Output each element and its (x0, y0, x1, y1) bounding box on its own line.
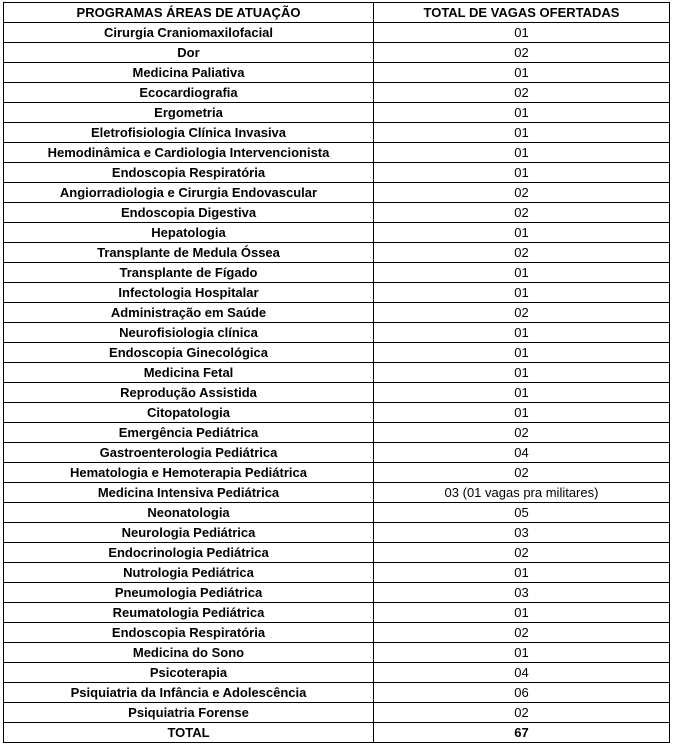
vagas-cell: 02 (374, 83, 670, 103)
table-row (4, 163, 670, 183)
vagas-cell: 01 (374, 323, 670, 343)
area-cell: Reprodução Assistida (4, 383, 374, 403)
total-value: 67 (374, 723, 670, 743)
area-cell: Neurofisiologia clínica (4, 323, 374, 343)
area-cell: Medicina Intensiva Pediátrica (4, 483, 374, 503)
table-row (4, 543, 670, 563)
table-row (4, 343, 670, 363)
area-cell: Dor (4, 43, 374, 63)
table-row (4, 23, 670, 43)
table-row (4, 183, 670, 203)
vagas-cell: 01 (374, 163, 670, 183)
vagas-cell: 01 (374, 23, 670, 43)
table-row (4, 663, 670, 683)
area-cell: Hepatologia (4, 223, 374, 243)
table-row (4, 103, 670, 123)
vagas-cell: 01 (374, 403, 670, 423)
area-cell: Endoscopia Respiratória (4, 623, 374, 643)
area-cell: Psiquiatria Forense (4, 703, 374, 723)
table-row (4, 203, 670, 223)
vagas-cell: 05 (374, 503, 670, 523)
table-row (4, 603, 670, 623)
vagas-cell: 06 (374, 683, 670, 703)
area-cell: Medicina do Sono (4, 643, 374, 663)
vagas-cell: 03 (01 vagas pra militares) (374, 483, 670, 503)
vagas-cell: 01 (374, 603, 670, 623)
table-row (4, 63, 670, 83)
area-cell: Ecocardiografia (4, 83, 374, 103)
area-cell: Cirurgia Craniomaxilofacial (4, 23, 374, 43)
table-row (4, 463, 670, 483)
area-cell: Reumatologia Pediátrica (4, 603, 374, 623)
vagas-cell: 02 (374, 243, 670, 263)
vagas-cell: 01 (374, 263, 670, 283)
vagas-cell: 03 (374, 523, 670, 543)
vacancies-table (3, 2, 670, 743)
vagas-cell: 04 (374, 443, 670, 463)
area-cell: Medicina Paliativa (4, 63, 374, 83)
vagas-cell: 03 (374, 583, 670, 603)
table-row (4, 83, 670, 103)
table-row (4, 303, 670, 323)
area-cell: Transplante de Medula Óssea (4, 243, 374, 263)
total-label: TOTAL (4, 723, 374, 743)
table-row (4, 443, 670, 463)
table-row (4, 323, 670, 343)
table-row (4, 623, 670, 643)
table-row (4, 223, 670, 243)
table-row (4, 683, 670, 703)
table-row (4, 143, 670, 163)
area-cell: Endoscopia Digestiva (4, 203, 374, 223)
table-row (4, 703, 670, 723)
area-cell: Neurologia Pediátrica (4, 523, 374, 543)
area-cell: Infectologia Hospitalar (4, 283, 374, 303)
vagas-cell: 02 (374, 623, 670, 643)
area-cell: Medicina Fetal (4, 363, 374, 383)
vagas-cell: 01 (374, 363, 670, 383)
table-row (4, 563, 670, 583)
table-row (4, 123, 670, 143)
vagas-cell: 02 (374, 303, 670, 323)
table-row (4, 263, 670, 283)
vagas-cell: 04 (374, 663, 670, 683)
area-cell: Endocrinologia Pediátrica (4, 543, 374, 563)
header-area: PROGRAMAS ÁREAS DE ATUAÇÃO (4, 3, 374, 23)
vagas-cell: 01 (374, 283, 670, 303)
table-row (4, 643, 670, 663)
vagas-cell: 01 (374, 383, 670, 403)
table-row (4, 363, 670, 383)
area-cell: Nutrologia Pediátrica (4, 563, 374, 583)
vagas-cell: 01 (374, 563, 670, 583)
area-cell: Hematologia e Hemoterapia Pediátrica (4, 463, 374, 483)
area-cell: Citopatologia (4, 403, 374, 423)
area-cell: Hemodinâmica e Cardiologia Intervencionista (4, 143, 374, 163)
area-cell: Neonatologia (4, 503, 374, 523)
vagas-cell: 01 (374, 103, 670, 123)
vagas-cell: 01 (374, 63, 670, 83)
area-cell: Transplante de Fígado (4, 263, 374, 283)
vagas-cell: 02 (374, 203, 670, 223)
table-row (4, 423, 670, 443)
vagas-cell: 01 (374, 643, 670, 663)
vagas-cell: 02 (374, 43, 670, 63)
vagas-cell: 01 (374, 223, 670, 243)
table-row (4, 43, 670, 63)
header-row (4, 3, 670, 23)
area-cell: Ergometria (4, 103, 374, 123)
area-cell: Pneumologia Pediátrica (4, 583, 374, 603)
table-row (4, 583, 670, 603)
area-cell: Gastroenterologia Pediátrica (4, 443, 374, 463)
total-row (4, 723, 670, 743)
area-cell: Endoscopia Respiratória (4, 163, 374, 183)
vagas-cell: 01 (374, 143, 670, 163)
table-row (4, 283, 670, 303)
area-cell: Eletrofisiologia Clínica Invasiva (4, 123, 374, 143)
table-row (4, 503, 670, 523)
vagas-cell: 02 (374, 463, 670, 483)
vagas-cell: 02 (374, 423, 670, 443)
table-row (4, 243, 670, 263)
vagas-cell: 02 (374, 183, 670, 203)
table-row (4, 403, 670, 423)
area-cell: Emergência Pediátrica (4, 423, 374, 443)
area-cell: Psicoterapia (4, 663, 374, 683)
header-vagas: TOTAL DE VAGAS OFERTADAS (374, 3, 670, 23)
area-cell: Administração em Saúde (4, 303, 374, 323)
area-cell: Endoscopia Ginecológica (4, 343, 374, 363)
table-row (4, 383, 670, 403)
vagas-cell: 02 (374, 703, 670, 723)
table-row (4, 483, 670, 503)
vagas-cell: 01 (374, 343, 670, 363)
area-cell: Angiorradiologia e Cirurgia Endovascular (4, 183, 374, 203)
vagas-cell: 02 (374, 543, 670, 563)
vagas-cell: 01 (374, 123, 670, 143)
table-row (4, 523, 670, 543)
area-cell: Psiquiatria da Infância e Adolescência (4, 683, 374, 703)
